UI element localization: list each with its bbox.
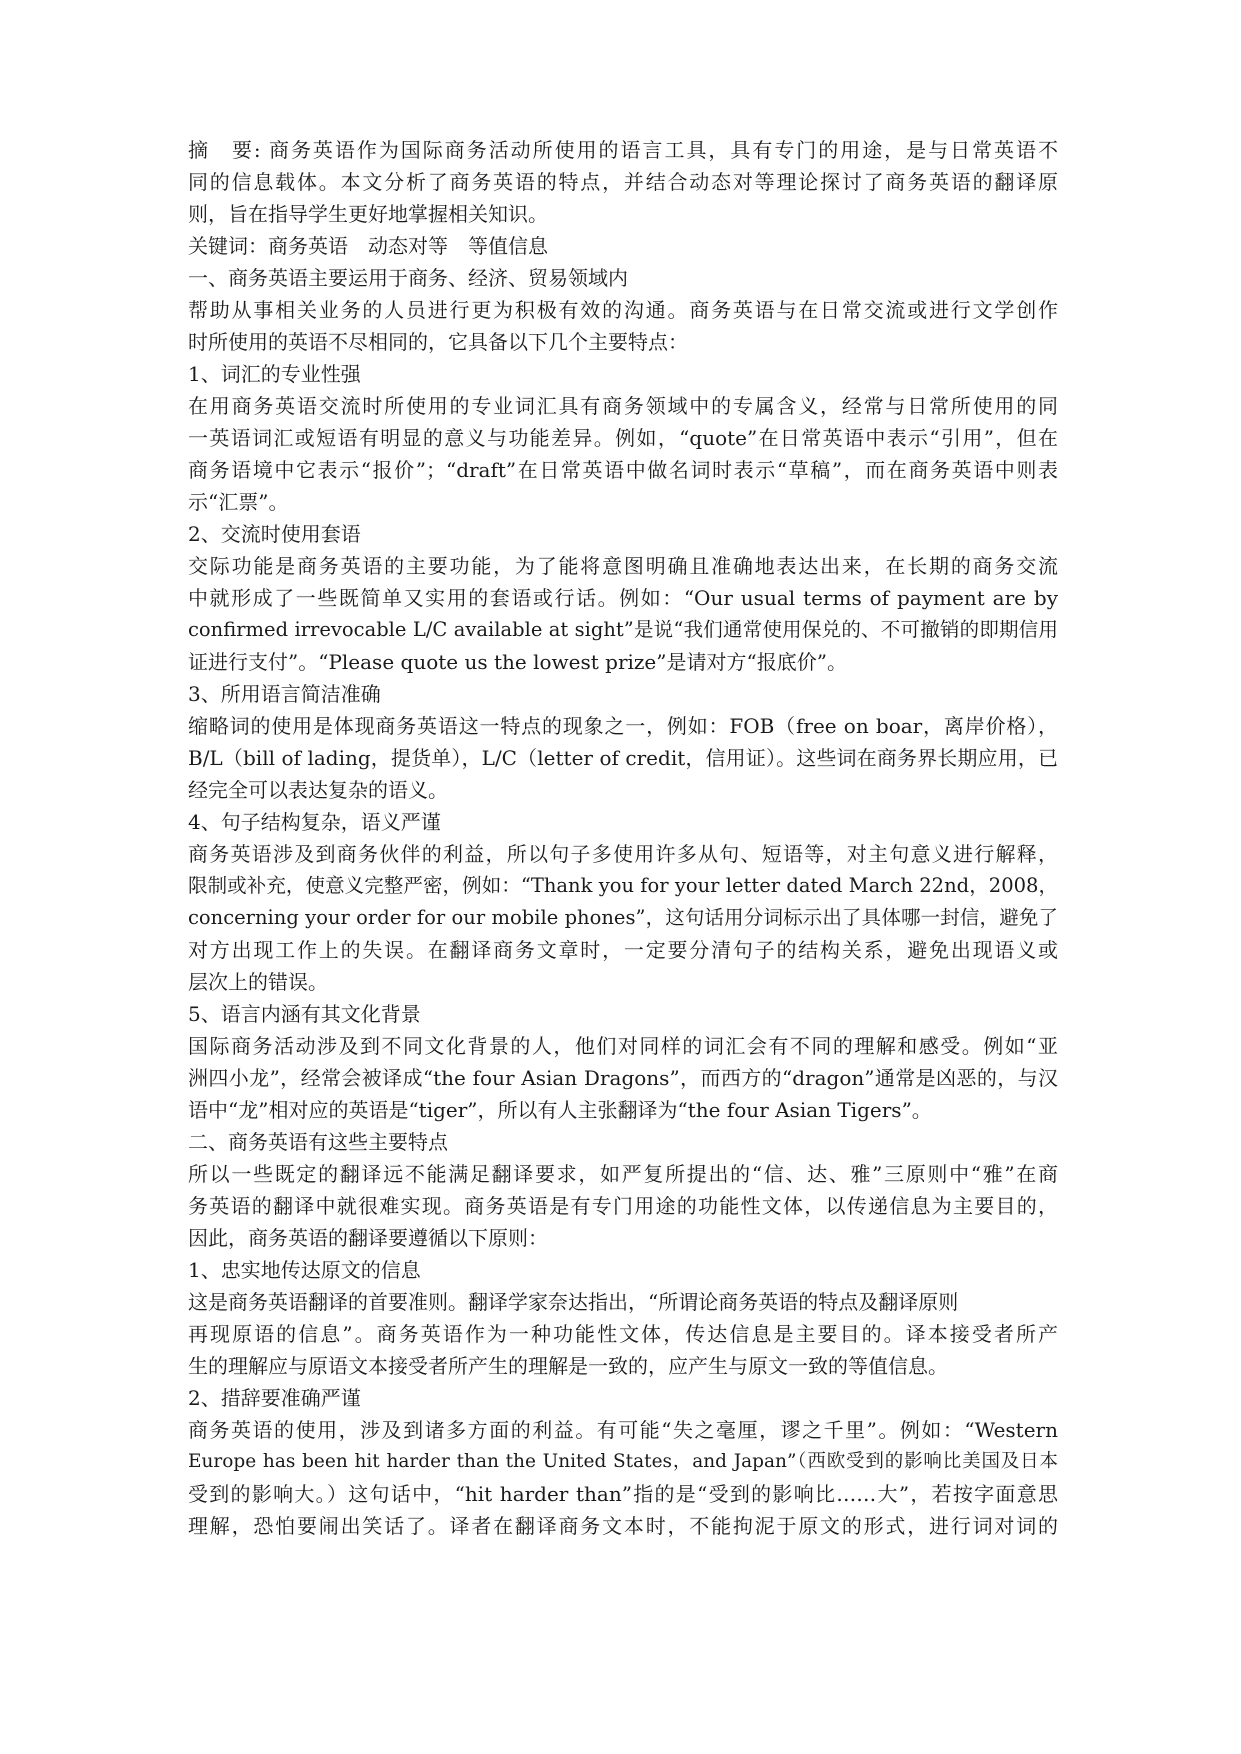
subsection-heading: 2、交流时使用套语 <box>188 522 361 546</box>
paragraph-line: 对方出现工作上的失误。在翻译商务文章时，一定要分清句子的结构关系，避免出现语义或 <box>188 938 1058 962</box>
paragraph-line: 帮助从事相关业务的人员进行更为积极有效的沟通。商务英语与在日常交流或进行文学创作 <box>188 298 1058 322</box>
keywords-line: 关键词：商务英语 动态对等 等值信息 <box>188 234 548 258</box>
paragraph-line: 一英语词汇或短语有明显的意义与功能差异。例如，“quote”在日常英语中表示“引用”，但在 <box>188 426 1058 450</box>
abstract-line: 摘 要: 商务英语作为国际商务活动所使用的语言工具，具有专门的用途，是与日常英语不 <box>188 138 1058 162</box>
subsection-heading: 4、句子结构复杂，语义严谨 <box>188 810 441 834</box>
subsection-heading: 3、所用语言简洁准确 <box>188 682 381 706</box>
paragraph-line: 因此，商务英语的翻译要遵循以下原则： <box>188 1226 548 1250</box>
paragraph-line: 洲四小龙”，经常会被译成“the four Asian Dragons”，而西方的“dragon”通常是凶恶的，与汉 <box>188 1066 1058 1090</box>
paragraph-line: 商务英语的使用，涉及到诸多方面的利益。有可能“失之毫厘，谬之千里”。例如：“Western <box>188 1418 1058 1442</box>
paragraph-line: 在用商务英语交流时所使用的专业词汇具有商务领域中的专属含义，经常与日常所使用的同 <box>188 394 1058 418</box>
paragraph-line: 生的理解应与原语文本接受者所产生的理解是一致的，应产生与原文一致的等值信息。 <box>188 1354 948 1378</box>
paragraph-line: 经完全可以表达复杂的语义。 <box>188 778 448 802</box>
paragraph-line: 所以一些既定的翻译远不能满足翻译要求，如严复所提出的“信、达、雅”三原则中“雅”在商 <box>188 1162 1058 1186</box>
paragraph-line: concerning your order for our mobile phones”，这句话用分词标示出了具体哪一封信，避免了 <box>188 906 1058 929</box>
paragraph-line: 国际商务活动涉及到不同文化背景的人，他们对同样的词汇会有不同的理解和感受。例如“亚 <box>188 1034 1058 1058</box>
paragraph-line: 理解，恐怕要闹出笑话了。译者在翻译商务文本时，不能拘泥于原文的形式，进行词对词的 <box>188 1514 1058 1538</box>
section-heading: 二、商务英语有这些主要特点 <box>188 1130 448 1154</box>
paragraph-line: confirmed irrevocable L/C available at sight”是说“我们通常使用保兑的、不可撤销的即期信用 <box>188 618 1058 641</box>
subsection-heading: 1、忠实地传达原文的信息 <box>188 1258 421 1282</box>
abstract-line: 同的信息载体。本文分析了商务英语的特点，并结合动态对等理论探讨了商务英语的翻译原 <box>188 170 1058 194</box>
paragraph-line: 限制或补充，使意义完整严密，例如：“Thank you for your letter dated March 22nd，2008， <box>188 874 1058 897</box>
subsection-heading: 1、词汇的专业性强 <box>188 362 361 386</box>
paragraph-line: Europe has been hit harder than the United States，and Japan”（西欧受到的影响比美国及日本 <box>188 1451 1058 1472</box>
paragraph-line: 示“汇票”。 <box>188 490 289 514</box>
abstract-line: 则，旨在指导学生更好地掌握相关知识。 <box>188 202 548 226</box>
paragraph-line: 交际功能是商务英语的主要功能，为了能将意图明确且准确地表达出来，在长期的商务交流 <box>188 554 1058 578</box>
paragraph-line: 务英语的翻译中就很难实现。商务英语是有专门用途的功能性文体，以传递信息为主要目的， <box>188 1194 1058 1218</box>
subsection-heading: 5、语言内涵有其文化背景 <box>188 1002 421 1026</box>
paragraph-line: 受到的影响大。）这句话中，“hit harder than”指的是“受到的影响比……大”，若按字面意思 <box>188 1482 1058 1506</box>
paragraph-line: 商务语境中它表示“报价”；“draft”在日常英语中做名词时表示“草稿”，而在商务英语中则表 <box>188 458 1058 482</box>
paragraph-line: 层次上的错误。 <box>188 970 328 994</box>
paragraph-line: 缩略词的使用是体现商务英语这一特点的现象之一，例如：FOB（free on boar，离岸价格）， <box>188 714 1058 738</box>
paragraph-line: 证进行支付”。“Please quote us the lowest prize”是请对方“报底价”。 <box>188 650 847 674</box>
paragraph-line: 这是商务英语翻译的首要准则。翻译学家奈达指出，“所谓论商务英语的特点及翻译原则 <box>188 1290 959 1314</box>
subsection-heading: 2、措辞要准确严谨 <box>188 1386 361 1410</box>
section-heading: 一、商务英语主要运用于商务、经济、贸易领域内 <box>188 266 628 290</box>
paragraph-line: 语中“龙”相对应的英语是“tiger”，所以有人主张翻译为“the four Asian Tigers”。 <box>188 1098 932 1122</box>
paragraph-line: 商务英语涉及到商务伙伴的利益，所以句子多使用许多从句、短语等，对主句意义进行解释， <box>188 842 1058 866</box>
paragraph-line: 时所使用的英语不尽相同的，它具备以下几个主要特点： <box>188 330 688 354</box>
paragraph-line: 中就形成了一些既简单又实用的套语或行话。例如：“Our usual terms of payment are by <box>188 586 1058 610</box>
paragraph-line: 再现原语的信息”。商务英语作为一种功能性文体，传达信息是主要目的。译本接受者所产 <box>188 1322 1058 1346</box>
paragraph-line: B/L（bill of lading，提货单），L/C（letter of credit，信用证）。这些词在商务界长期应用，已 <box>188 746 1058 770</box>
